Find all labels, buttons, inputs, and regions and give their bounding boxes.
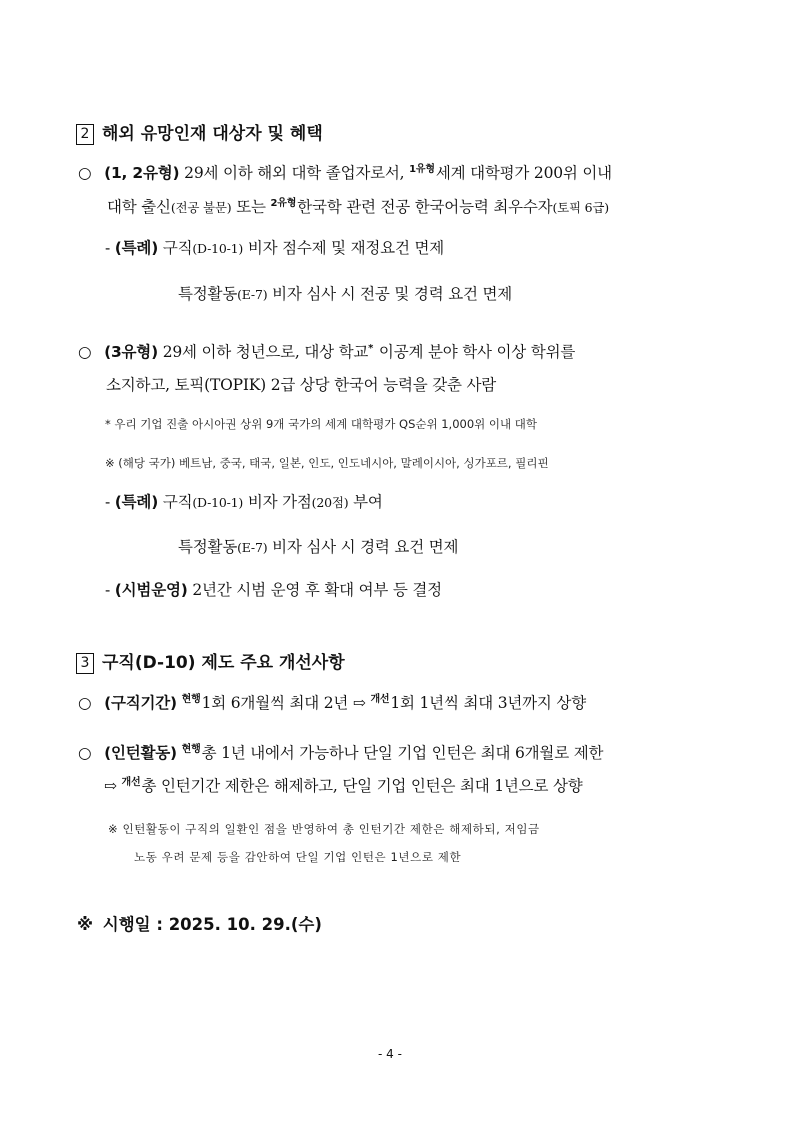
item-small-text: (E-7) — [237, 287, 268, 302]
item-label: (1, 2유형) — [104, 164, 180, 182]
bullet-circle: ○ — [78, 343, 92, 361]
special-label: (특례) — [114, 239, 159, 257]
type-superscript: 2유형 — [270, 198, 297, 209]
current-text: 총 1년 내에서 가능하나 단일 기업 인턴은 최대 6개월로 제한 — [201, 744, 604, 762]
item-label: (인턴활동) — [104, 744, 177, 762]
item-small-text: (D-10-1) — [192, 241, 244, 256]
footnote-star: * — [368, 343, 374, 354]
job-seeking-period — [78, 690, 586, 713]
effective-date-text: 시행일 : 2025. 10. 29.(수) — [102, 915, 322, 934]
section-number-box: 3 — [76, 653, 94, 674]
internship-activity — [78, 740, 603, 763]
note-countries: ※ (해당 국가) 베트남, 중국, 태국, 일본, 인도, 인도네시아, 말레이시아, 싱가포르, 필리핀 — [105, 456, 549, 470]
item-text: 2년간 시범 운영 후 확대 여부 등 결정 — [187, 581, 442, 599]
pilot-operation — [105, 578, 442, 600]
internship-activity-line2 — [104, 773, 583, 796]
item-text: 비자 가점 — [243, 493, 312, 511]
improved-superscript: 개선 — [370, 694, 390, 705]
improved-superscript: 개선 — [121, 777, 141, 788]
current-text: 1회 6개월씩 최대 2년 — [201, 694, 353, 712]
bullet-circle: ○ — [78, 164, 92, 182]
improved-text: 1회 1년씩 최대 3년까지 상향 — [390, 694, 586, 712]
item-text: 이공계 분야 학사 이상 학위를 — [374, 343, 576, 361]
item-text: 특정활동 — [178, 285, 238, 303]
item-text: 또는 — [231, 198, 271, 216]
item-type-1-2-line2 — [107, 194, 609, 217]
section-3-title: 구직(D-10) 제도 주요 개선사항 — [102, 653, 345, 673]
item-small-text: (20점) — [311, 495, 349, 510]
note-internship-line2: 노동 우려 문제 등을 감안하여 단일 기업 인턴은 1년으로 제한 — [134, 850, 462, 864]
item-small-text: (전공 불문) — [170, 200, 232, 215]
arrow-icon: ⇨ — [104, 777, 117, 795]
special-benefit-1 — [105, 236, 444, 258]
effective-date — [77, 911, 322, 935]
item-small-text: (D-10-1) — [192, 495, 244, 510]
dash-marker: - — [105, 239, 115, 257]
dash-marker: - — [105, 581, 115, 599]
section-2-heading — [76, 119, 323, 145]
arrow-icon: ⇨ — [352, 694, 366, 712]
item-text: 29세 이하 해외 대학 졸업자로서, — [179, 164, 410, 182]
item-text: 비자 심사 시 전공 및 경력 요건 면제 — [267, 285, 513, 303]
item-text: 구직 — [158, 493, 193, 511]
footnote-universities: * 우리 기업 진출 아시아권 상위 9개 국가의 세계 대학평가 QS순위 1,000위 이내 대학 — [105, 417, 538, 431]
item-text: 소지하고, 토픽(TOPIK) 2급 상당 한국어 능력을 갖춘 사람 — [106, 376, 497, 394]
special-benefit-3-line2 — [178, 535, 458, 557]
item-text: 특정활동 — [178, 538, 238, 556]
item-text: 구직 — [158, 239, 193, 257]
pilot-label: (시범운영) — [114, 581, 188, 599]
page-number: - 4 - — [378, 1047, 402, 1061]
note-internship-line1: ※ 인턴활동이 구직의 일환인 점을 반영하여 총 인턴기간 제한은 해제하되, 저임금 — [108, 822, 540, 836]
bullet-circle: ○ — [78, 694, 92, 712]
item-text: 대학 출신 — [107, 198, 171, 216]
current-superscript: 현행 — [181, 744, 201, 755]
special-label: (특례) — [114, 493, 159, 511]
dash-marker: - — [105, 493, 115, 511]
item-small-text: (E-7) — [237, 540, 268, 555]
bullet-circle: ○ — [78, 744, 92, 762]
item-text: 비자 점수제 및 재정요건 면제 — [243, 239, 445, 257]
improved-text: 총 인턴기간 제한은 해제하고, 단일 기업 인턴은 최대 1년으로 상향 — [141, 777, 583, 795]
item-text: 세계 대학평가 200위 이내 — [435, 164, 612, 182]
item-type-3 — [78, 340, 575, 362]
section-number-box: 2 — [76, 124, 94, 145]
current-superscript: 현행 — [181, 694, 201, 705]
reference-mark-icon: ※ — [77, 915, 94, 934]
type-superscript: 1유형 — [409, 164, 435, 175]
item-text: 29세 이하 청년으로, 대상 학교 — [157, 343, 369, 361]
item-text: 한국학 관련 전공 한국어능력 최우수자 — [297, 198, 553, 216]
item-small-text: (토픽 6급) — [552, 200, 609, 215]
item-type-1-2 — [78, 160, 612, 183]
section-2-title: 해외 유망인재 대상자 및 혜택 — [102, 124, 323, 144]
item-text: 비자 심사 시 경력 요건 면제 — [267, 538, 459, 556]
item-type-3-line2 — [106, 373, 496, 395]
section-3-heading — [76, 648, 345, 674]
special-benefit-3 — [105, 490, 383, 512]
special-benefit-1-line2 — [178, 282, 512, 304]
item-label: (3유형) — [104, 343, 158, 361]
item-label: (구직기간) — [104, 694, 177, 712]
item-text: 부여 — [348, 493, 383, 511]
